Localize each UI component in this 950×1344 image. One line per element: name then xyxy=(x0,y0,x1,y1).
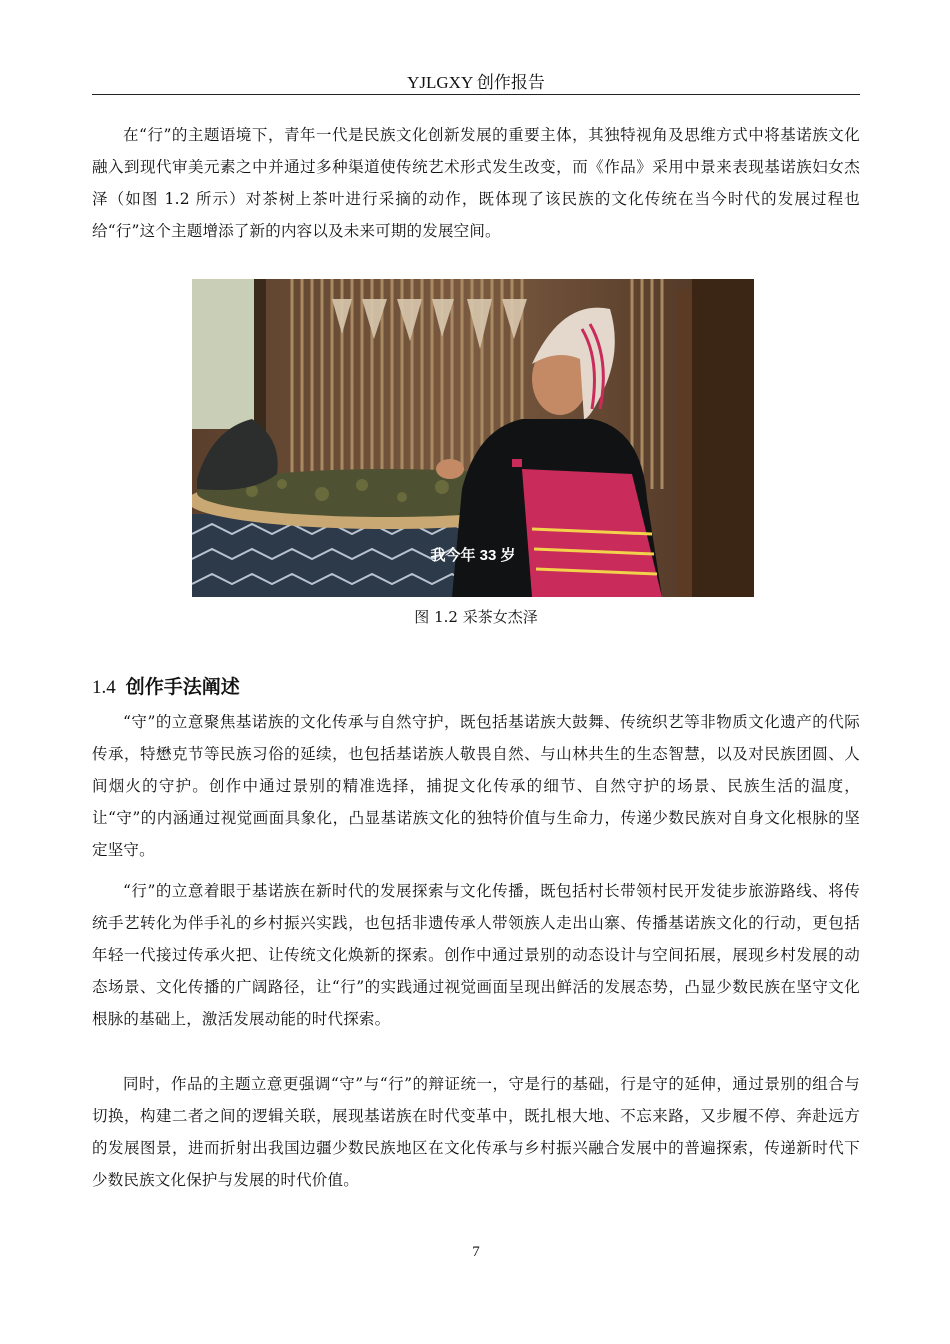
paragraph-unity: 同时，作品的主题立意更强调“守”与“行”的辩证统一，守是行的基础，行是守的延伸，通过景别的组合与切换，构建二者之间的逻辑关联，展现基诺族在时代变革中，既扎根大地、不忘来路，又步履不停、奔赴远方的发展图景，进而折射出我国边疆少数民族地区在文化传承与乡村振兴融合发展中的普遍探索，传递新时代下少数民族文化保护与发展的时代价值。 xyxy=(92,1075,860,1189)
video-subtitle: 我今年 33 岁 xyxy=(430,547,516,564)
section-heading xyxy=(92,672,240,699)
header-rule xyxy=(92,94,860,95)
section-number: 1.4 xyxy=(92,677,116,698)
paragraph-xing: “行”的立意着眼于基诺族在新时代的发展探索与文化传播，既包括村长带领村民开发徒步旅游路线、将传统手艺转化为伴手礼的乡村振兴实践，也包括非遗传承人带领族人走出山寨、传播基诺族文化的行动，更包括年轻一代接过传承火把、让传统文化焕新的探索。创作中通过景别的动态设计与空间拓展，展现乡村发展的动态场景、文化传播的广阔路径，让“行”的实践通过视觉画面呈现出鲜活的发展态势，凸显少数民族在坚守文化根脉的基础上，激活发展动能的时代探索。 xyxy=(92,882,860,1028)
page-number: 7 xyxy=(472,1244,480,1260)
paragraph-shou: “守”的立意聚焦基诺族的文化传承与自然守护，既包括基诺族大鼓舞、传统织艺等非物质文化遗产的代际传承，特懋克节等民族习俗的延续，也包括基诺族人敬畏自然、与山林共生的生态智慧，以及对民族团圆、人间烟火的守护。创作中通过景别的精准选择，捕捉文化传承的细节、自然守护的场景、民族生活的温度，让“守”的内涵通过视觉画面具象化，凸显基诺族文化的独特价值与生命力，传递少数民族对自身文化根脉的坚定坚守。 xyxy=(92,713,860,859)
figure-photo xyxy=(192,279,754,597)
section-title: 创作手法阐述 xyxy=(125,676,240,698)
figure-caption: 图 1.2 采茶女杰泽 xyxy=(414,608,538,626)
running-header: YJLGXY 创作报告 xyxy=(407,73,545,92)
intro-paragraph: 在“行”的主题语境下，青年一代是民族文化创新发展的重要主体，其独特视角及思维方式中将基诺族文化融入到现代审美元素之中并通过多种渠道使传统艺术形式发生改变，而《作品》采用中景来表现基诺族妇女杰泽（如图 1.2 所示）对茶树上茶叶进行采摘的动作，既体现了该民族的文化传统在当今时代的发展过程也给“行”这个主题增添了新的内容以及未来可期的发展空间。 xyxy=(92,126,860,240)
